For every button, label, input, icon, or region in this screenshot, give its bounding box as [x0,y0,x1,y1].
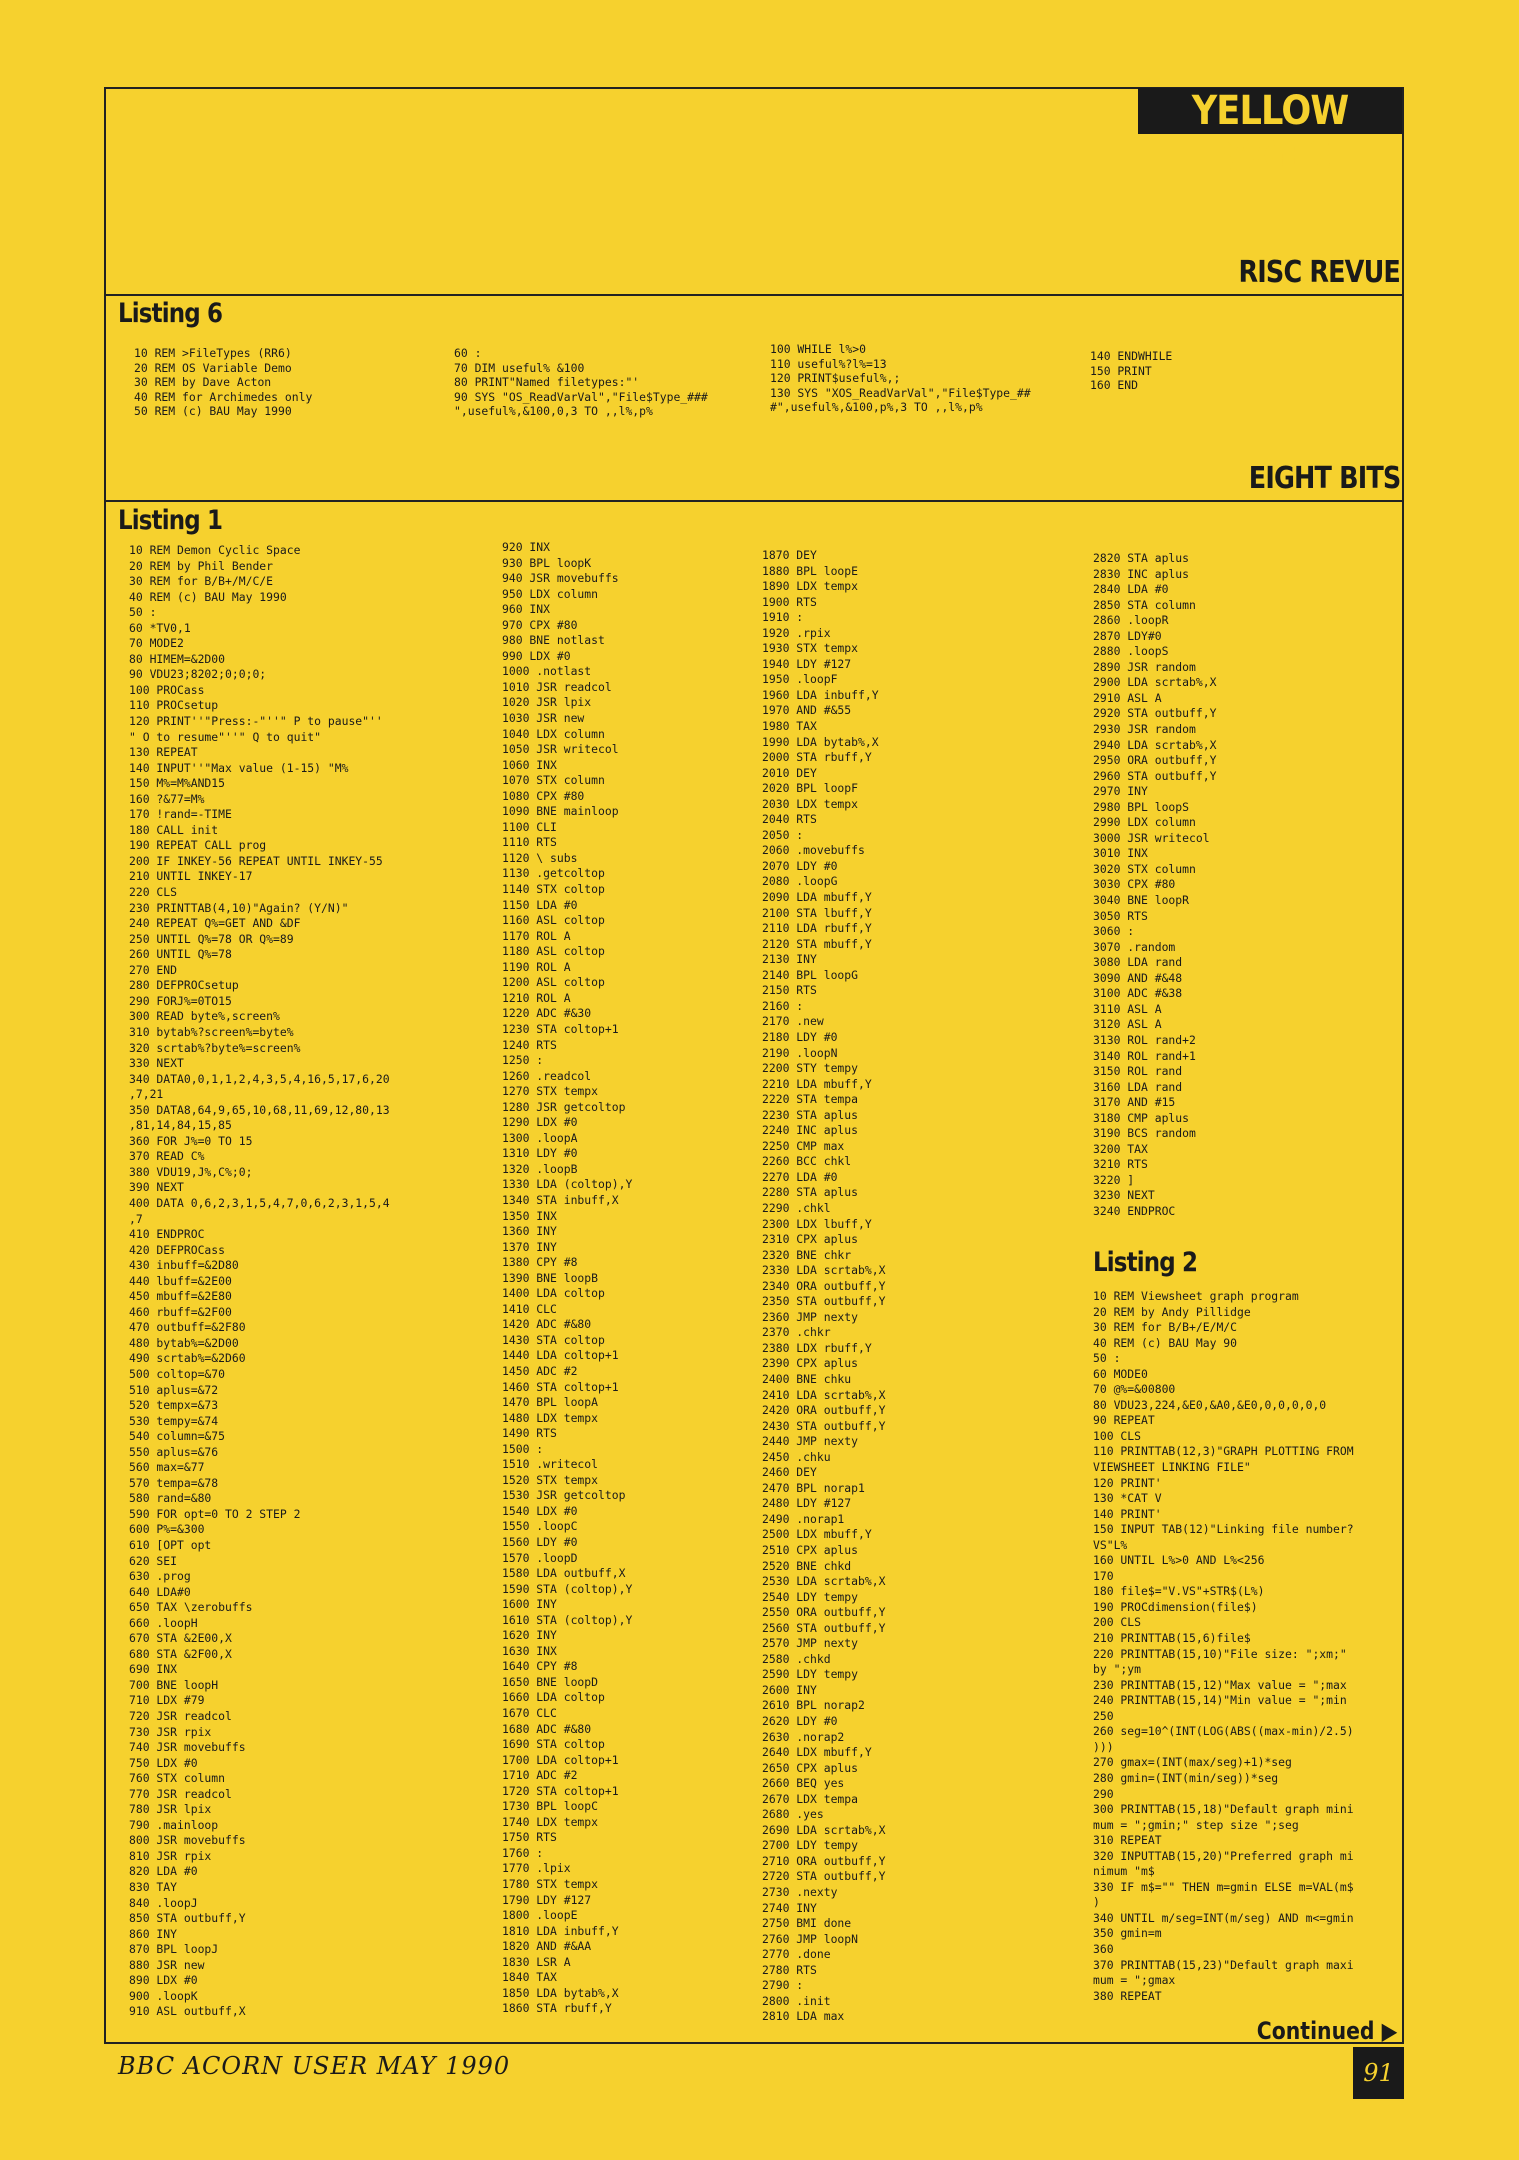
listing-1-title: Listing 1 [118,505,223,536]
continued-text: Continued [1256,2017,1375,2045]
divider-eight-bits [104,500,1404,502]
listing-1-code-col4: 2820 STA aplus 2830 INC aplus 2840 LDA #0 2850 STA column 2860 .loopR 2870 LDY#0 2880 .loopS 2890 JSR random 2900 LDA scrtab%,X 2910 ASL A 2920 STA outbuff,Y 2930 JSR random 2940 LDA scrtab%,X 2950 ORA outbuff,Y 2960 STA outbuff,Y 2970 INY 2980 BPL loopS 2990 LDX column 3000 JSR writecol 3010 INX 3020 STX column 3030 CPX #80 3040 BNE loopR 3050 RTS 3060 : 3070 .random 3080 LDA rand 3090 AND #&48 3100 ADC #&38 3110 ASL A 3120 ASL A 3130 ROL rand+2 3140 ROL rand+1 3150 ROL rand 3160 LDA rand 3170 AND #15 3180 CMP aplus 3190 BCS random 3200 TAX 3210 RTS 3220 ] 3230 NEXT 3240 ENDPROC [1093,551,1217,1218]
arrow-right-icon: ▶ [1381,2017,1397,2045]
listing-2-code: 10 REM Viewsheet graph program 20 REM by Andy Pillidge 30 REM for B/B+/E/M/C 40 REM (c) BAU May 90 50 : 60 MODE0 70 @%=&00800 80 VDU23,224,&E0,&A0,&E0,0,0,0,0,0 90 REPEAT 100 CLS 110 PRINTTAB(12,3)"GRAPH PLOTTING FROM VIEWSHEET LINKING FILE" 120 PRINT' 130 *CAT V 140 PRINT' 150 INPUT TAB(12)"Linking file number? VS"L% 160 UNTIL L%>0 AND L%<256 170 180 file$="V.VS"+STR$(L%) 190 PROCdimension(file$) 200 CLS 210 PRINTTAB(15,6)file$ 220 PRINTTAB(15,10)"File size: ";xm;" by ";ym 230 PRINTTAB(15,12)"Max value = ";max 240 PRINTTAB(15,14)"Min value = ";min 250 260 seg=10^(INT(LOG(ABS((max-min)/2.5) ))) 270 gmax=(INT(max/seg)+1)*seg 280 gmin=(INT(min/seg))*seg 290 300 PRINTTAB(15,18)"Default graph mini mum = ";gmin;" step size ";seg 310 REPEAT 320 INPUTTAB(15,20)"Preferred graph mi nimum "m$ 330 IF m$="" THEN m=gmin ELSE m=VAL(m$ ) 340 UNTIL m/seg=INT(m/seg) AND m<=gmin 350 gmin=m 360 370 PRINTTAB(15,23)"Default graph maxi mum = ";gmax 380 REPEAT [1093,1289,1354,2003]
listing-1-code-col1: 10 REM Demon Cyclic Space 20 REM by Phil Bender 30 REM for B/B+/M/C/E 40 REM (c) BAU May 1990 50 : 60 *TV0,1 70 MODE2 80 HIMEM=&2D00 90 VDU23;8202;0;0;0; 100 PROCass 110 PROCsetup 120 PRINT''"Press:-"''" P to pause"'' " O to resume"''" Q to quit" 130 REPEAT 140 INPUT''"Max value (1-15) "M% 150 M%=M%AND15 160 ?&77=M% 170 !rand=-TIME 180 CALL init 190 REPEAT CALL prog 200 IF INKEY-56 REPEAT UNTIL INKEY-55 210 UNTIL INKEY-17 220 CLS 230 PRINTTAB(4,10)"Again? (Y/N)" 240 REPEAT Q%=GET AND &DF 250 UNTIL Q%=78 OR Q%=89 260 UNTIL Q%=78 270 END 280 DEFPROCsetup 290 FORJ%=0TO15 300 READ byte%,screen% 310 bytab%?screen%=byte% 320 scrtab%?byte%=screen% 330 NEXT 340 DATA0,0,1,1,2,4,3,5,4,16,5,17,6,20 ,7,21 350 DATA8,64,9,65,10,68,11,69,12,80,13 ,81,14,84,15,85 360 FOR J%=0 TO 15 370 READ C% 380 VDU19,J%,C%;0; 390 NEXT 400 DATA 0,6,2,3,1,5,4,7,0,6,2,3,1,5,4 ,7 410 ENDPROC 420 DEFPROCass 430 inbuff=&2D80 440 lbuff=&2E00 450 mbuff=&2E80 460 rbuff=&2F00 470 outbuff=&2F80 480 bytab%=&2D00 490 scrtab%=&2D60 500 coltop=&70 510 aplus=&72 520 tempx=&73 530 tempy=&74 540 column=&75 550 aplus=&76 560 max=&77 570 tempa=&78 580 rand=&80 590 FOR opt=0 TO 2 STEP 2 600 P%=&300 610 [OPT opt 620 SEI 630 .prog 640 LDA#0 650 TAX \zerobuffs 660 .loopH 670 STA &2E00,X 680 STA &2F00,X 690 INX 700 BNE loopH 710 LDX #79 720 JSR readcol 730 JSR rpix 740 JSR movebuffs 750 LDX #0 760 STX column 770 JSR readcol 780 JSR lpix 790 .mainloop 800 JSR movebuffs 810 JSR rpix 820 LDA #0 830 TAY 840 .loopJ 850 STA outbuff,Y 860 INY 870 BPL loopJ 880 JSR new 890 LDX #0 900 .loopK 910 ASL outbuff,X [129,543,390,2019]
divider-risc-revue [104,294,1404,296]
yellow-pages-banner: YELLOW PAGES [1138,88,1402,134]
page-number: 91 [1353,2047,1404,2099]
listing-6-code-col4: 140 ENDWHILE 150 PRINT 160 END [1090,349,1173,392]
listing-2-title: Listing 2 [1093,1247,1198,1278]
section-heading-risc-revue: RISC REVUE [1238,255,1400,290]
footer-publication: BBC ACORN USER MAY 1990 [118,2052,511,2080]
listing-6-code-col1: 10 REM >FileTypes (RR6) 20 REM OS Variable Demo 30 REM by Dave Acton 40 REM for Archimedes only 50 REM (c) BAU May 1990 [134,346,313,418]
listing-1-code-col2: 920 INX 930 BPL loopK 940 JSR movebuffs 950 LDX column 960 INX 970 CPX #80 980 BNE notlast 990 LDX #0 1000 .notlast 1010 JSR readcol 1020 JSR lpix 1030 JSR new 1040 LDX column 1050 JSR writecol 1060 INX 1070 STX column 1080 CPX #80 1090 BNE mainloop 1100 CLI 1110 RTS 1120 \ subs 1130 .getcoltop 1140 STX coltop 1150 LDA #0 1160 ASL coltop 1170 ROL A 1180 ASL coltop 1190 ROL A 1200 ASL coltop 1210 ROL A 1220 ADC #&30 1230 STA coltop+1 1240 RTS 1250 : 1260 .readcol 1270 STX tempx 1280 JSR getcoltop 1290 LDX #0 1300 .loopA 1310 LDY #0 1320 .loopB 1330 LDA (coltop),Y 1340 STA inbuff,X 1350 INX 1360 INY 1370 INY 1380 CPY #8 1390 BNE loopB 1400 LDA coltop 1410 CLC 1420 ADC #&80 1430 STA coltop 1440 LDA coltop+1 1450 ADC #2 1460 STA coltop+1 1470 BPL loopA 1480 LDX tempx 1490 RTS 1500 : 1510 .writecol 1520 STX tempx 1530 JSR getcoltop 1540 LDX #0 1550 .loopC 1560 LDY #0 1570 .loopD 1580 LDA outbuff,X 1590 STA (coltop),Y 1600 INY 1610 STA (coltop),Y 1620 INY 1630 INX 1640 CPY #8 1650 BNE loopD 1660 LDA coltop 1670 CLC 1680 ADC #&80 1690 STA coltop 1700 LDA coltop+1 1710 ADC #2 1720 STA coltop+1 1730 BPL loopC 1740 LDX tempx 1750 RTS 1760 : 1770 .lpix 1780 STX tempx 1790 LDY #127 1800 .loopE 1810 LDA inbuff,Y 1820 AND #&AA 1830 LSR A 1840 TAX 1850 LDA bytab%,X 1860 STA rbuff,Y [502,540,633,2016]
listing-6-code-col3: 100 WHILE l%>0 110 useful%?l%=13 120 PRINT$useful%,; 130 SYS "XOS_ReadVarVal","File$Type_## #",useful%,&100,p%,3 TO ,,l%,p% [770,342,1031,414]
listing-6-code-col2: 60 : 70 DIM useful% &100 80 PRINT"Named filetypes:"' 90 SYS "OS_ReadVarVal","File$Type_### ",useful%,&100,0,3 TO ,,l%,p% [454,346,708,418]
listing-1-code-col3: 1870 DEY 1880 BPL loopE 1890 LDX tempx 1900 RTS 1910 : 1920 .rpix 1930 STX tempx 1940 LDY #127 1950 .loopF 1960 LDA inbuff,Y 1970 AND #&55 1980 TAX 1990 LDA bytab%,X 2000 STA rbuff,Y 2010 DEY 2020 BPL loopF 2030 LDX tempx 2040 RTS 2050 : 2060 .movebuffs 2070 LDY #0 2080 .loopG 2090 LDA mbuff,Y 2100 STA lbuff,Y 2110 LDA rbuff,Y 2120 STA mbuff,Y 2130 INY 2140 BPL loopG 2150 RTS 2160 : 2170 .new 2180 LDY #0 2190 .loopN 2200 STY tempy 2210 LDA mbuff,Y 2220 STA tempa 2230 STA aplus 2240 INC aplus 2250 CMP max 2260 BCC chkl 2270 LDA #0 2280 STA aplus 2290 .chkl 2300 LDX lbuff,Y 2310 CPX aplus 2320 BNE chkr 2330 LDA scrtab%,X 2340 ORA outbuff,Y 2350 STA outbuff,Y 2360 JMP nexty 2370 .chkr 2380 LDX rbuff,Y 2390 CPX aplus 2400 BNE chku 2410 LDA scrtab%,X 2420 ORA outbuff,Y 2430 STA outbuff,Y 2440 JMP nexty 2450 .chku 2460 DEY 2470 BPL norap1 2480 LDY #127 2490 .norap1 2500 LDX mbuff,Y 2510 CPX aplus 2520 BNE chkd 2530 LDA scrtab%,X 2540 LDY tempy 2550 ORA outbuff,Y 2560 STA outbuff,Y 2570 JMP nexty 2580 .chkd 2590 LDY tempy 2600 INY 2610 BPL norap2 2620 LDY #0 2630 .norap2 2640 LDX mbuff,Y 2650 CPX aplus 2660 BEQ yes 2670 LDX tempa 2680 .yes 2690 LDA scrtab%,X 2700 LDY tempy 2710 ORA outbuff,Y 2720 STA outbuff,Y 2730 .nexty 2740 INY 2750 BMI done 2760 JMP loopN 2770 .done 2780 RTS 2790 : 2800 .init 2810 LDA max [762,548,886,2024]
continued-label [1256,2017,1397,2045]
listing-6-title: Listing 6 [118,298,223,329]
section-heading-eight-bits: EIGHT BITS [1248,461,1400,496]
